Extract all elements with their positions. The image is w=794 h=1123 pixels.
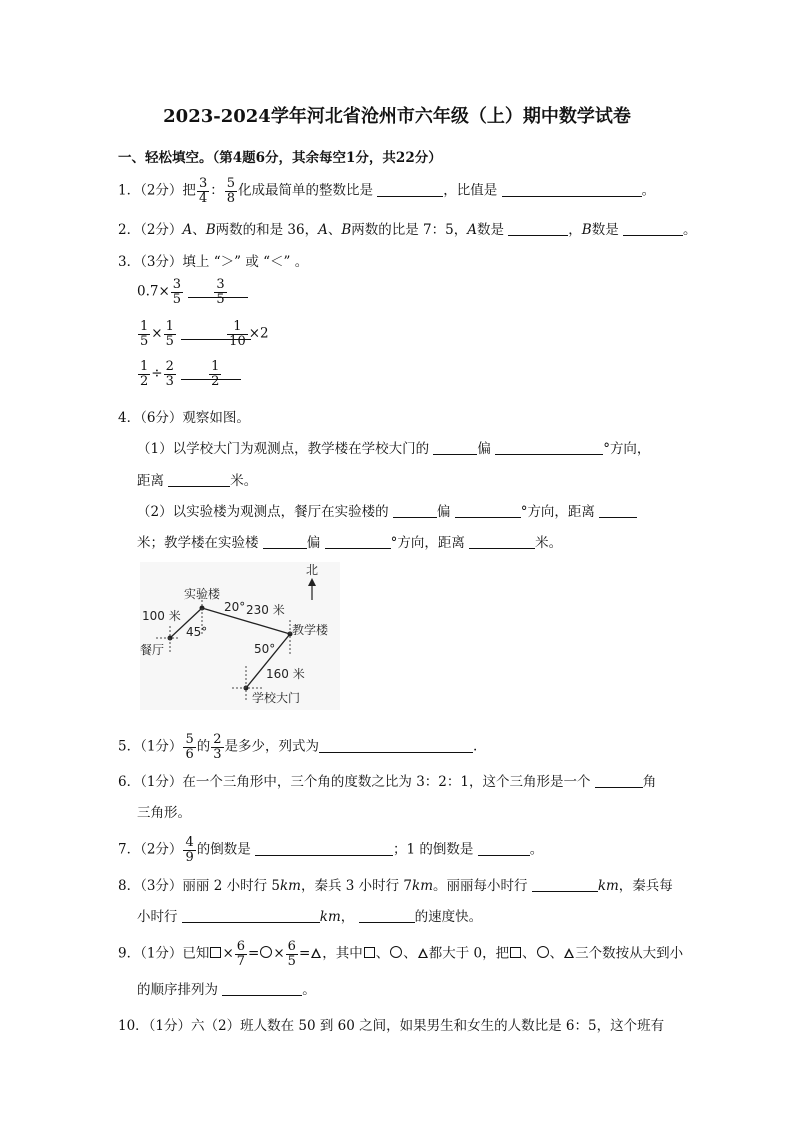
answer-blank[interactable] (182, 908, 320, 923)
unit: km (279, 878, 301, 894)
q5-text: 的 (196, 738, 211, 755)
square-icon (364, 947, 375, 958)
q9-text: 都大于 0，把 (428, 945, 510, 962)
q4-part2-line2 (137, 531, 562, 551)
circle-icon (390, 946, 402, 958)
angle-label: 45° (186, 625, 208, 639)
answer-blank[interactable] (508, 221, 568, 236)
question-3: 3．（3分）填上 “＞” 或 “＜” 。 (118, 254, 309, 270)
question-4: 4．（6分）观察如图。 (118, 410, 250, 426)
answer-blank[interactable] (222, 981, 302, 996)
operator: × (151, 325, 163, 342)
angle-label: 50° (254, 642, 276, 656)
q4-text: °方向，距离 (390, 535, 465, 551)
q4-part1-line1 (137, 437, 650, 457)
distance-label: 230 米 (246, 603, 285, 617)
q4-text: 米；教学楼在实验楼 (137, 535, 259, 551)
answer-blank[interactable] (377, 182, 443, 197)
q7-number: 7．（2分） (118, 841, 183, 858)
answer-blank[interactable] (168, 472, 230, 487)
q4-text: °方向， (603, 441, 651, 457)
question-7: 7．（2分） $\frac{4}{9}$ 的倒数是 ；1 的倒数是 。 (118, 835, 544, 865)
ratio-sep: ： (210, 182, 224, 199)
q8-text: ， (340, 909, 355, 925)
answer-blank[interactable] (319, 738, 473, 753)
q2-number: 2．（2分） (118, 222, 183, 238)
answer-blank[interactable] (255, 841, 393, 856)
q4-text: 偏 (436, 504, 451, 520)
q5-end: . (473, 738, 478, 755)
north-label: 北 (306, 563, 319, 577)
page-title: 2023-2024学年河北省沧州市六年级（上）期中数学试卷 (163, 106, 631, 127)
answer-blank[interactable] (502, 182, 642, 197)
answer-blank[interactable] (469, 534, 535, 549)
operator: = (298, 945, 311, 962)
q8-text: 的速度快。 (414, 909, 483, 925)
question-2 (118, 218, 697, 238)
q1-text: 化成最简单的整数比是 (238, 182, 373, 199)
answer-blank[interactable] (623, 221, 683, 236)
expr: 0.7× (137, 283, 170, 300)
q2-sep: 、 (327, 222, 342, 238)
distance-label: 160 米 (266, 667, 305, 681)
q9-sep: 、 (403, 945, 417, 962)
q2-var: A (318, 222, 328, 238)
direction-map (140, 562, 340, 710)
q2-end: 。 (683, 222, 697, 238)
q2-sep: 、 (192, 222, 206, 238)
unit: km (597, 878, 619, 894)
q6-text: 角 (642, 774, 657, 790)
expr: ×2 (248, 325, 269, 342)
question-5: 5．（1分） $\frac{5}{6}$ 的 $\frac{2}{3}$ 是多少，列式为 . (118, 732, 478, 762)
answer-blank[interactable] (359, 908, 415, 923)
compare-row-3: $\frac{1}{2}$ ÷ $\frac{2}{3}$ $\frac{1}{2}$ (137, 360, 222, 388)
q1-end: 。 (641, 182, 656, 199)
circle-icon (537, 946, 549, 958)
q8-text: 。丽丽每小时行 (433, 878, 528, 894)
q9-text: ，其中 (322, 945, 363, 962)
triangle-icon (418, 948, 428, 958)
q2-var: A (467, 222, 477, 238)
circle-icon (260, 946, 272, 958)
q4-text: °方向，距离 (520, 504, 595, 520)
gate-label: 学校大门 (252, 691, 301, 705)
operator: × (222, 945, 234, 962)
q2-sep: ， (568, 222, 582, 238)
angle-label: 20° (224, 600, 246, 614)
q5-number: 5．（1分） (118, 738, 183, 755)
q6-text: 6．（1分）在一个三角形中，三个角的度数之比为 3：2：1，这个三角形是一个 (118, 774, 591, 790)
unit: km (319, 909, 341, 925)
q4-text: 偏 (306, 535, 321, 551)
answer-blank[interactable] (478, 841, 530, 856)
question-10: 10．（1分）六（2）班人数在 50 到 60 之间，如果男生和女生的人数比是 6：5，这个班有 (118, 1018, 665, 1034)
q7-end: 。 (529, 841, 544, 858)
q4-text: 米。 (535, 535, 563, 551)
compare-row-1: 0.7× $\frac{3}{5}$ $\frac{3}{5}$ (137, 278, 228, 306)
q8-text: ，秦兵每 (618, 878, 673, 894)
q2-var: B (581, 222, 592, 238)
q4-text: （1）以学校大门为观测点，教学楼在学校大门的 (137, 441, 430, 457)
q4-text: 偏 (477, 441, 491, 457)
distance-label: 100 米 (142, 609, 181, 623)
fraction: $\frac{5}{8}$ (226, 176, 235, 206)
q9-sep: 、 (522, 945, 536, 962)
q9-end: 。 (302, 982, 316, 998)
question-8-line2 (137, 905, 482, 925)
q1-text2: ，比值是 (443, 182, 498, 199)
triangle-icon (311, 948, 321, 958)
square-icon (510, 947, 521, 958)
q2-text: 两数的比是 7：5， (351, 222, 468, 238)
q7-text: ；1 的倒数是 (393, 841, 474, 858)
q7-text: 的倒数是 (196, 841, 251, 858)
question-1 (118, 177, 655, 205)
answer-blank[interactable] (433, 440, 477, 455)
question-8-line1 (118, 874, 673, 894)
canteen-label: 餐厅 (140, 643, 165, 657)
answer-blank[interactable] (495, 440, 603, 455)
q4-text: （2）以实验楼为观测点，餐厅在实验楼的 (137, 504, 389, 520)
q4-part1-line2 (137, 469, 257, 489)
answer-blank[interactable] (325, 534, 391, 549)
triangle-icon (564, 948, 574, 958)
q2-text: 数是 (477, 222, 504, 238)
question-9-line2 (137, 978, 316, 998)
q2-var: B (205, 222, 216, 238)
question-6-line2: 三角形。 (137, 805, 191, 821)
q9-text: 三个数按从大到小 (575, 945, 684, 962)
section-heading: 一、轻松填空。（第4题6分，其余每空1分，共22分） (118, 150, 442, 166)
operator: ÷ (151, 365, 163, 382)
q8-text: ，秦兵 3 小时行 7 (300, 878, 413, 894)
q2-var: B (341, 222, 352, 238)
q8-text: 8．（3分）丽丽 2 小时行 5 (118, 878, 280, 894)
q8-text: 小时行 (137, 909, 178, 925)
q9-sep: 、 (375, 945, 390, 962)
operator: × (273, 945, 285, 962)
lab-label: 实验楼 (184, 587, 221, 601)
q5-text: 是多少，列式为 (224, 738, 319, 755)
answer-blank[interactable] (595, 773, 643, 788)
q2-text: 两数的和是 36， (215, 222, 319, 238)
q4-part2-line1 (137, 500, 637, 520)
unit: km (412, 878, 434, 894)
answer-blank[interactable] (599, 503, 637, 518)
teach-label: 教学楼 (292, 623, 329, 637)
question-6-line1 (118, 770, 656, 790)
answer-blank[interactable] (263, 534, 307, 549)
compare-row-2: $\frac{1}{5}$ × $\frac{1}{5}$ $\frac{1}{10}$ ×2 (140, 319, 269, 349)
q9-text: 的顺序排列为 (137, 982, 218, 998)
q2-text: 数是 (591, 222, 619, 238)
answer-blank[interactable] (393, 503, 437, 518)
q4-text: 距离 (137, 473, 164, 489)
q9-sep: 、 (549, 945, 564, 962)
fraction: $\frac{3}{4}$ (198, 176, 208, 206)
operator: = (248, 945, 260, 962)
q1-number: 1．（2分）把 (118, 182, 196, 199)
q9-text: 9．（1分）已知 (118, 945, 210, 962)
q2-var: A (182, 222, 193, 238)
answer-blank[interactable] (532, 877, 598, 892)
square-icon (210, 947, 221, 958)
question-9-line1: 9．（1分）已知 × $\frac{6}{7}$ = × $\frac{6}{5}$ = ，其中 、 、 都大于 0，把 、 、 三个数按从大到小 (118, 939, 684, 969)
answer-blank[interactable] (455, 503, 521, 518)
q4-text: 米。 (230, 473, 258, 489)
